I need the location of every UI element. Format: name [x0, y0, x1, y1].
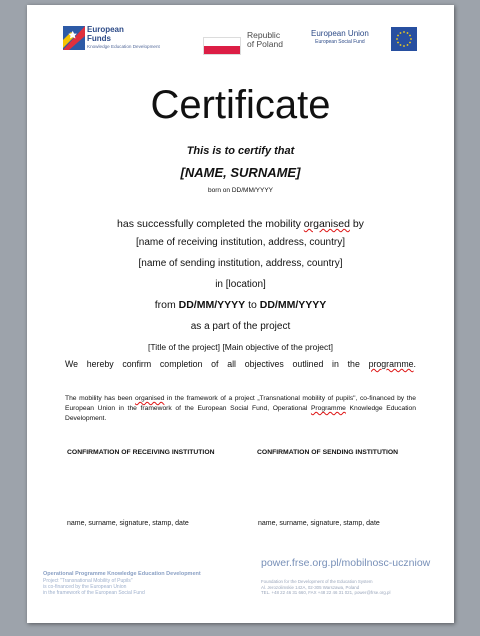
poland-logo-text [247, 31, 283, 49]
completion-word: organised [303, 218, 350, 230]
project-line: as a part of the project [190, 321, 291, 332]
certificate-title: Certificate [150, 83, 331, 127]
mobility-paragraph [65, 394, 416, 424]
confirm-text: We hereby confirm completion of all objectives outlined in the [65, 359, 369, 369]
eu-funds-logo-text [87, 26, 160, 50]
confirm-end: . [413, 359, 416, 369]
footer-left-line2: Project "Transnational Mobility of Pupils" [43, 577, 133, 584]
para-word2: Programme [310, 404, 346, 412]
footer-left-line4: in the framework of the European Social Fund [43, 590, 145, 597]
confirm-line [65, 359, 416, 369]
to-word: to [245, 299, 260, 311]
location-line: in [location] [215, 279, 266, 290]
para-part2: in the framework of a project „Transnational mobility of pupils", co-financed by the European Union in the framework of the European Social Fund, Operational [65, 395, 416, 412]
footer-url[interactable]: power.frse.org.pl/mobilnosc-uczniow [261, 557, 431, 569]
to-date: DD/MM/YYYY [259, 299, 327, 311]
date-range-line [27, 299, 454, 311]
eu-flag-icon [391, 27, 417, 51]
recipient-name: [NAME, SURNAME] [180, 165, 301, 180]
eu-esf-line2: European Social Fund [315, 38, 365, 45]
from-word: from [154, 299, 179, 311]
from-date: DD/MM/YYYY [178, 299, 246, 311]
footer-right-line2: Al. Jerozolimskie 142A, 02-305 Warszawa, Poland [261, 584, 360, 590]
confirm-word: programme [368, 359, 414, 369]
eu-funds-line1: European [87, 25, 124, 34]
certify-line: This is to certify that [186, 145, 295, 157]
sending-signature-line: name, surname, signature, stamp, date [258, 520, 380, 527]
poland-line2: of Poland [247, 38, 283, 49]
completion-line [27, 218, 454, 230]
footer-right-line3: TEL. +48 22 46 31 660, FAX +48 22 46 31 021, power@frse.org.pl [261, 590, 391, 596]
footer-programme-info [43, 571, 201, 597]
project-title-line: [Title of the project] [Main objective of the project] [148, 342, 333, 352]
para-part1: The mobility has been [65, 395, 136, 402]
eu-esf-line1: European Union [311, 29, 369, 38]
receiving-institution: [name of receiving institution, address, country] [136, 237, 345, 248]
footer-left-line1: Operational Programme Knowledge Education Development [43, 571, 201, 577]
eu-funds-line3: Knowledge Education Development [87, 44, 160, 49]
sending-institution: [name of sending institution, address, country] [138, 258, 343, 269]
para-part3: Knowledge Education Development. [65, 404, 416, 422]
footer-right-line1: Foundation for the Development of the Education System [261, 579, 373, 584]
receiving-signature-line: name, surname, signature, stamp, date [67, 520, 189, 527]
footer-left-line3: is co-financed by the European Union [43, 584, 127, 591]
eu-funds-line2: Funds [87, 34, 111, 43]
completion-text: has successfully completed the mobility [117, 218, 304, 230]
completion-end: by [349, 218, 364, 230]
birth-date: born on DD/MM/YYYY [207, 187, 274, 194]
eu-esf-logo-text [311, 30, 369, 45]
poland-line1: Republic [247, 30, 281, 40]
eu-funds-star-icon [63, 26, 85, 50]
polish-flag-icon [203, 37, 241, 55]
sending-confirmation-header: CONFIRMATION OF SENDING INSTITUTION [257, 449, 399, 456]
footer-foundation-info [261, 579, 390, 596]
receiving-confirmation-header: CONFIRMATION OF RECEIVING INSTITUTION [67, 449, 215, 456]
certificate-page [27, 5, 454, 623]
para-word1: organised [135, 395, 165, 402]
